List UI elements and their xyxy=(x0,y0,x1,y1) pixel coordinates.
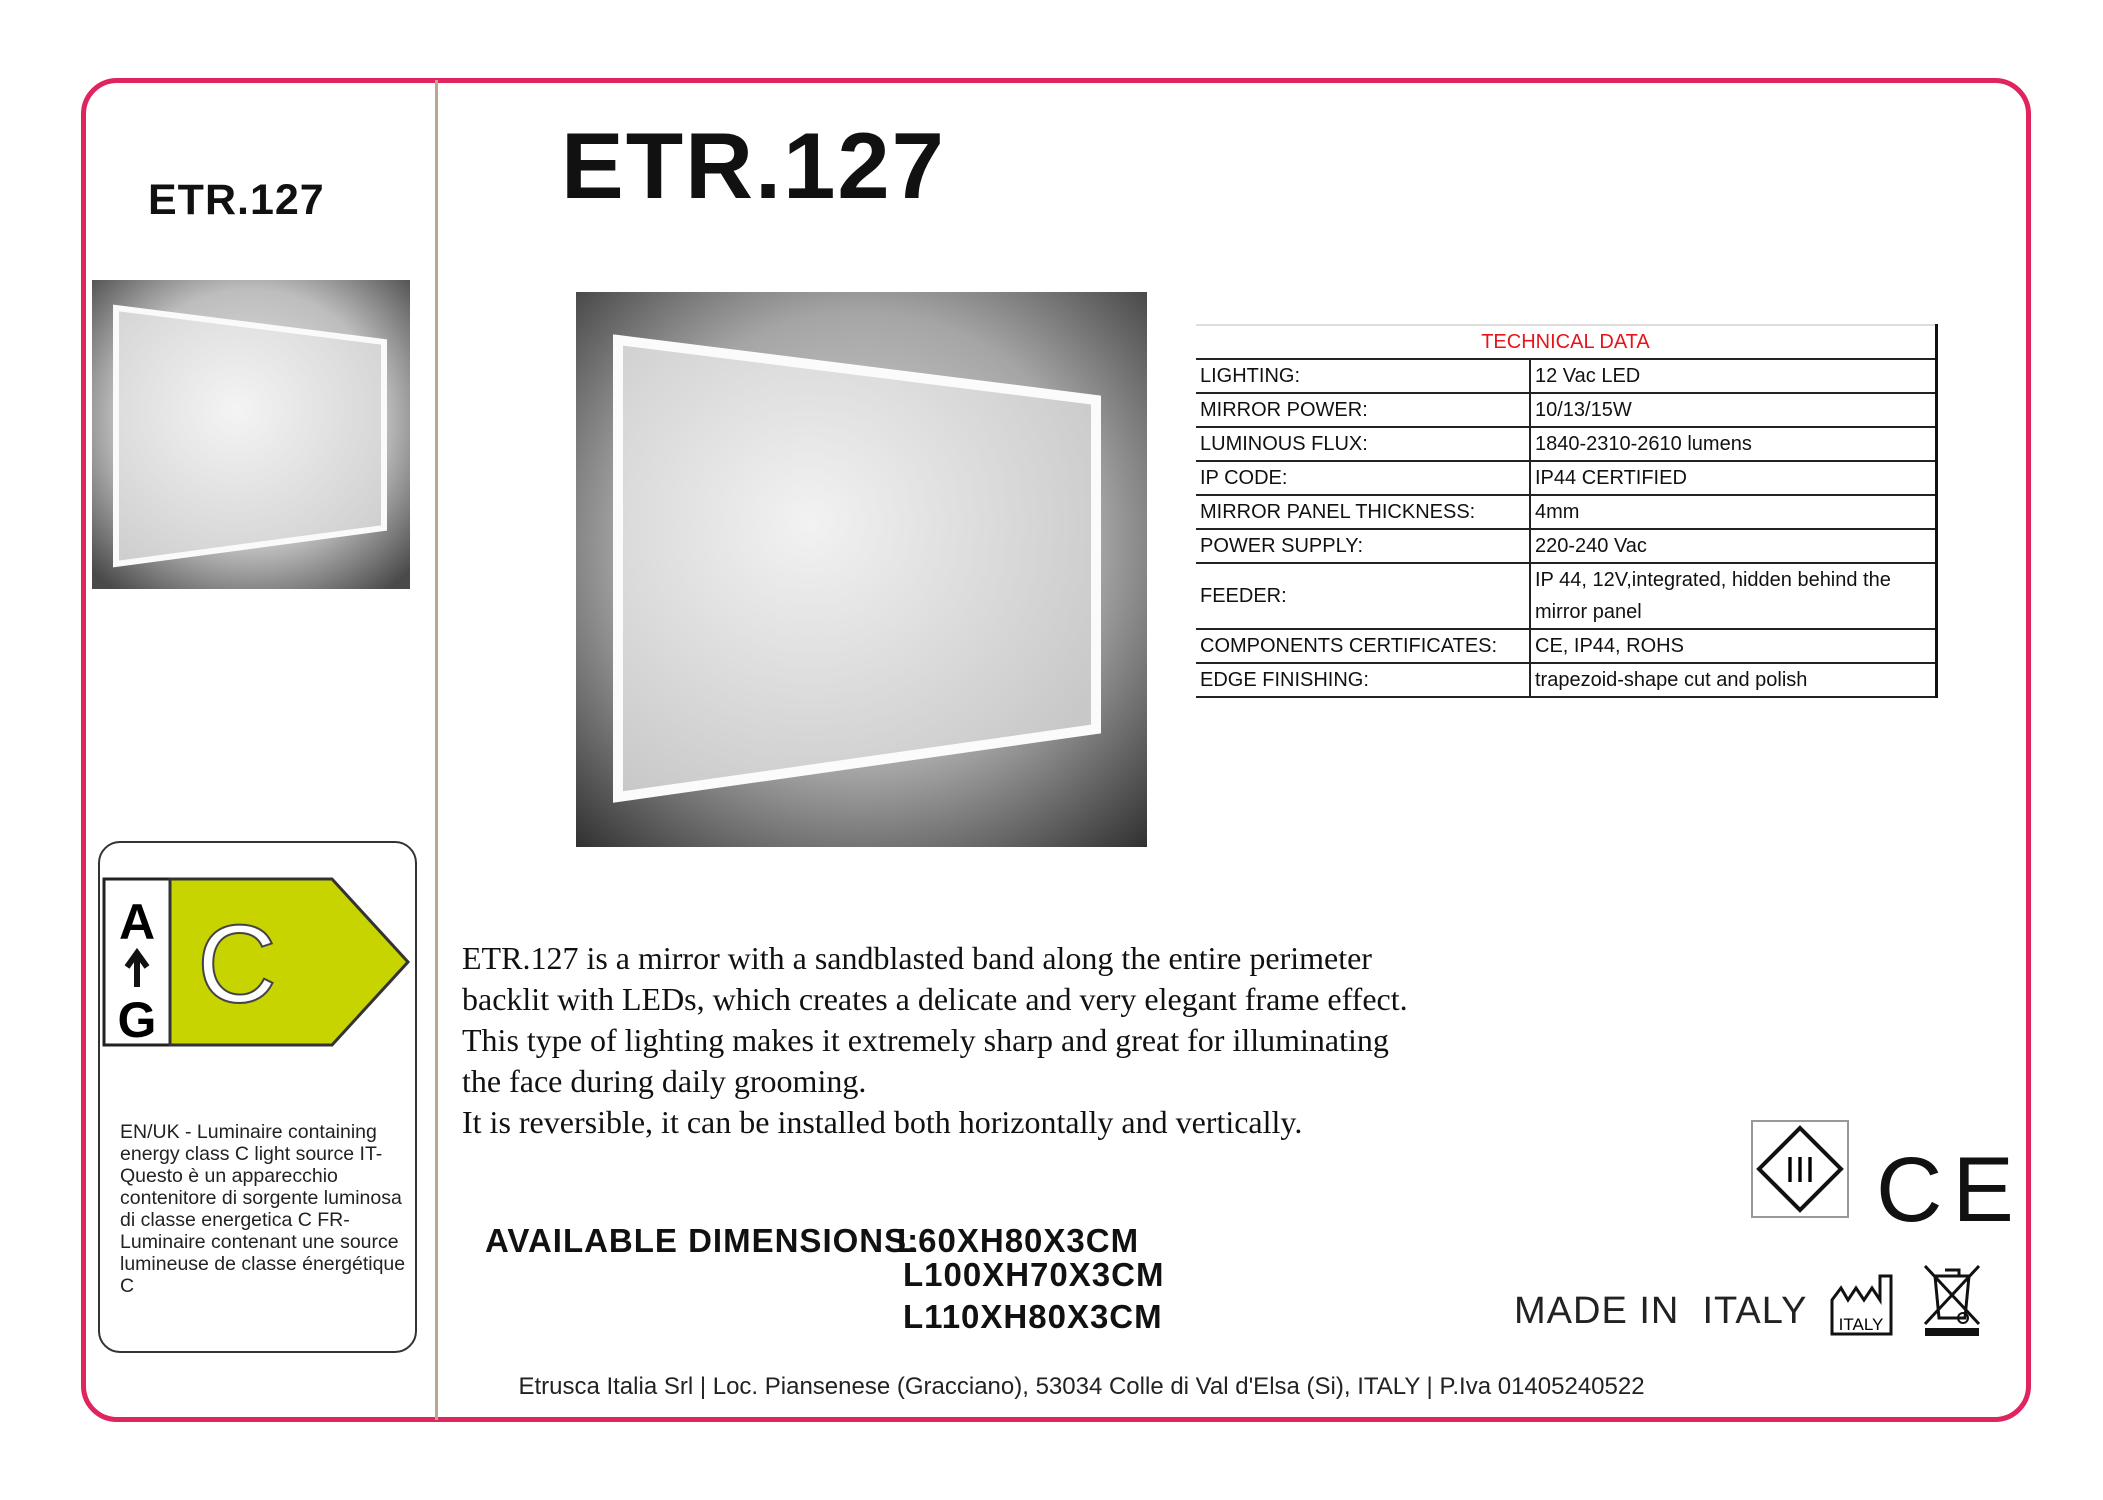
mirror-thumbnail xyxy=(92,280,410,589)
row-value: 12 Vac LED xyxy=(1530,359,1937,393)
sidebar-divider xyxy=(435,80,438,1420)
energy-label-description: EN/UK - Luminaire containing energy class C light source IT- Questo è un apparecchio contenitore di sorgente luminosa di classe energetica C FR- Luminaire contenant une source lumineuse de classe énergétique C xyxy=(120,1121,406,1297)
row-value: 4mm xyxy=(1530,495,1937,529)
row-label: POWER SUPPLY: xyxy=(1196,529,1530,563)
row-value: IP 44, 12V,integrated, hidden behind the mirror panel xyxy=(1530,563,1937,629)
row-value: 1840-2310-2610 lumens xyxy=(1530,427,1937,461)
energy-class-letter: C xyxy=(197,903,277,1026)
description-line: backlit with LEDs, which creates a delicate and very elegant frame effect. xyxy=(462,981,1408,1017)
row-label: LIGHTING: xyxy=(1196,359,1530,393)
table-row xyxy=(1196,629,1937,663)
row-value: trapezoid-shape cut and polish xyxy=(1530,663,1937,697)
svg-text:III: III xyxy=(1784,1149,1816,1190)
description-line: This type of lighting makes it extremely sharp and great for illuminating xyxy=(462,1022,1389,1058)
row-label: MIRROR PANEL THICKNESS: xyxy=(1196,495,1530,529)
factory-icon xyxy=(1829,1268,1897,1336)
ce-mark-icon: CE xyxy=(1876,1139,2024,1241)
table-row xyxy=(1196,427,1937,461)
table-row xyxy=(1196,495,1937,529)
weee-bin-icon xyxy=(1921,1262,1983,1338)
made-in-italy-label: MADE IN ITALY xyxy=(1514,1290,1808,1332)
svg-text:ITALY: ITALY xyxy=(1838,1315,1884,1334)
table-row xyxy=(1196,393,1937,427)
table-row xyxy=(1196,663,1937,697)
class-iii-icon xyxy=(1751,1120,1849,1218)
row-label: MIRROR POWER: xyxy=(1196,393,1530,427)
table-title: TECHNICAL DATA xyxy=(1196,325,1937,359)
energy-scale-top: A xyxy=(118,894,156,950)
energy-class-arrow-icon xyxy=(102,877,414,1049)
description-line: the face during daily grooming. xyxy=(462,1063,867,1099)
row-label: COMPONENTS CERTIFICATES: xyxy=(1196,629,1530,663)
dimension-value: L110XH80X3CM xyxy=(903,1298,1163,1335)
dimension-value: L100XH70X3CM xyxy=(903,1256,1165,1293)
energy-label xyxy=(98,841,417,1353)
table-row xyxy=(1196,563,1937,629)
sidebar-product-code: ETR.127 xyxy=(148,176,325,224)
technical-data-table xyxy=(1196,324,1938,698)
mirror-product-image xyxy=(576,292,1147,847)
table-row xyxy=(1196,461,1937,495)
row-label: LUMINOUS FLUX: xyxy=(1196,427,1530,461)
row-value: CE, IP44, ROHS xyxy=(1530,629,1937,663)
row-value: 10/13/15W xyxy=(1530,393,1937,427)
table-row xyxy=(1196,359,1937,393)
table-row xyxy=(1196,529,1937,563)
energy-scale-bottom: G xyxy=(117,992,157,1048)
row-value: 220-240 Vac xyxy=(1530,529,1937,563)
dimension-value: L60XH80X3CM xyxy=(897,1222,1140,1259)
product-description xyxy=(462,938,1562,1143)
description-line: ETR.127 is a mirror with a sandblasted band along the entire perimeter xyxy=(462,940,1372,976)
description-line: It is reversible, it can be installed both horizontally and vertically. xyxy=(462,1104,1303,1140)
row-label: IP CODE: xyxy=(1196,461,1530,495)
row-label: FEEDER: xyxy=(1196,563,1530,629)
page-title: ETR.127 xyxy=(561,113,946,218)
company-footer: Etrusca Italia Srl | Loc. Piansenese (Gracciano), 53034 Colle di Val d'Elsa (Si), ITALY | P.Iva 01405240522 xyxy=(518,1373,1645,1400)
row-label: EDGE FINISHING: xyxy=(1196,663,1530,697)
dimensions-label: AVAILABLE DIMENSIONS: xyxy=(485,1222,920,1259)
row-value: IP44 CERTIFIED xyxy=(1530,461,1937,495)
